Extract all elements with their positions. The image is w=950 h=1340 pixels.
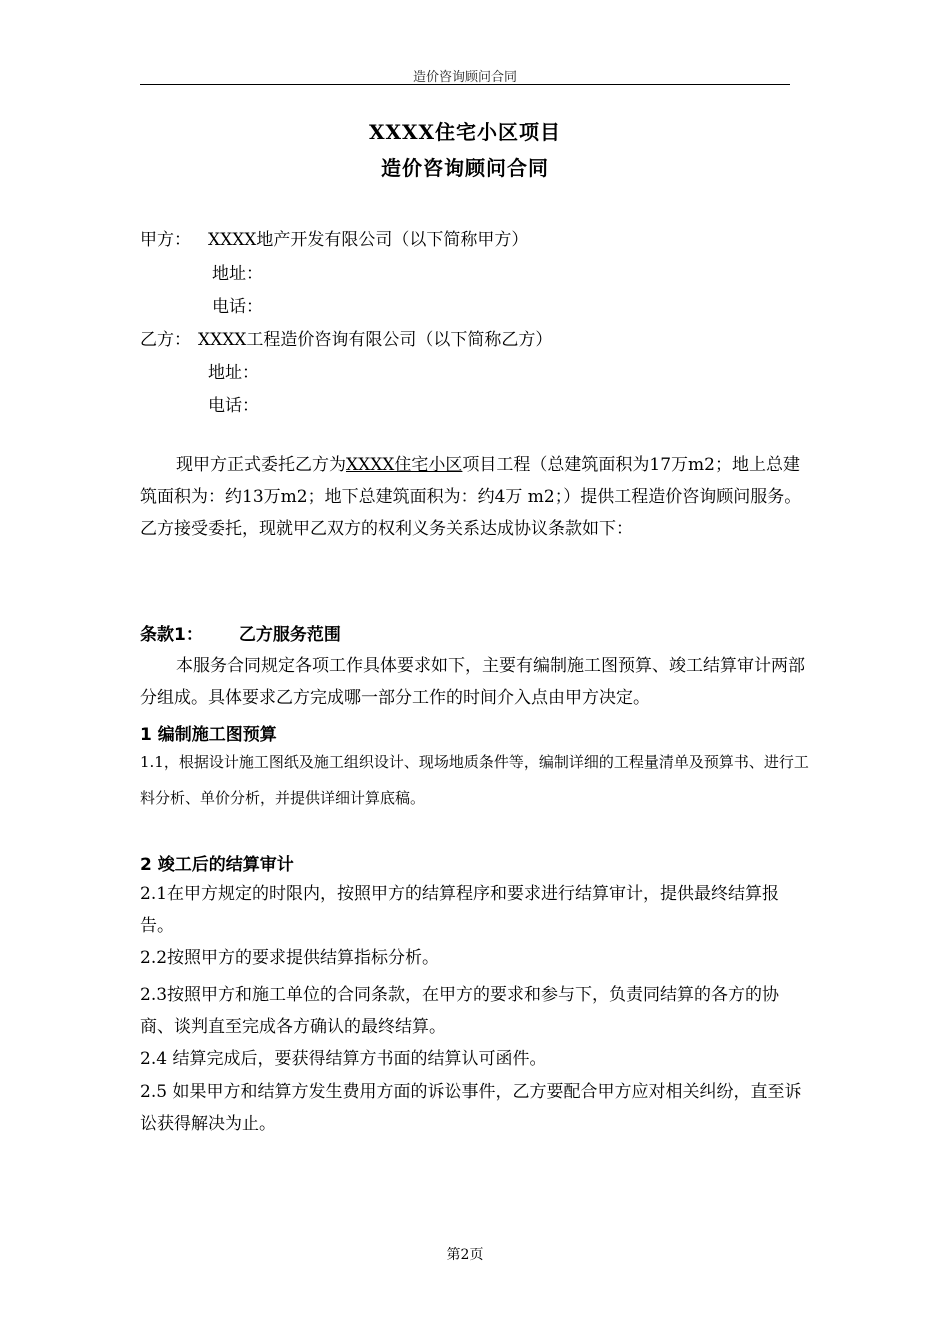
section-1-heading: 1 编制施工图预算	[140, 725, 277, 745]
party-b-phone-label: 电话：	[208, 396, 259, 416]
title-line-2: 造价咨询顾问合同	[381, 156, 549, 180]
page-number: 第2页	[446, 1247, 484, 1263]
intro-paragraph	[140, 449, 810, 545]
clause-1-text: 本服务合同规定各项工作具体要求如下，主要有编制施工图预算、竣工结算审计两部分组成。具体要求乙方完成哪一部分工作的时间介入点由甲方决定。	[140, 656, 805, 708]
intro-project-name: XXXX住宅小区	[346, 455, 463, 475]
running-header: 造价咨询顾问合同	[412, 70, 517, 85]
item-2-3: 2.3按照甲方和施工单位的合同条款，在甲方的要求和参与下，负责同结算的各方的协商、谈判直至完成各方确认的最终结算。	[140, 985, 780, 1037]
party-b-label: 乙方：	[140, 330, 191, 350]
header-rule	[140, 84, 790, 85]
title-line-1: XXXX住宅小区项目	[368, 120, 562, 144]
party-a-name: XXXX地产开发有限公司（以下简称甲方）	[208, 230, 529, 250]
item-2-5: 2.5 如果甲方和结算方发生费用方面的诉讼事件，乙方要配合甲方应对相关纠纷，直至诉讼获得解决为止。	[140, 1082, 802, 1134]
item-2-2: 2.2按照甲方的要求提供结算指标分析。	[140, 948, 440, 968]
intro-prefix: 现甲方正式委托乙方为	[176, 455, 346, 475]
clause-1-heading	[140, 620, 341, 645]
item-1-1: 1.1，根据设计施工图纸及施工组织设计、现场地质条件等，编制详细的工程量清单及预算书、进行工料分析、单价分析，并提供详细计算底稿。	[140, 753, 809, 807]
item-2-4: 2.4 结算完成后，要获得结算方书面的结算认可函件。	[140, 1049, 547, 1069]
party-b-name: XXXX工程造价咨询有限公司（以下简称乙方）	[198, 330, 553, 350]
party-b-address-label: 地址：	[208, 363, 259, 383]
party-a-address-label: 地址：	[212, 264, 263, 284]
party-a-label: 甲方：	[140, 230, 191, 250]
clause-1-title: 乙方服务范围	[238, 625, 341, 645]
item-2-1: 2.1在甲方规定的时限内，按照甲方的结算程序和要求进行结算审计，提供最终结算报告。	[140, 884, 780, 936]
clause-1-number: 条款1：	[140, 625, 203, 645]
party-a-phone-label: 电话：	[212, 297, 263, 317]
section-2-heading: 2 竣工后的结算审计	[140, 855, 294, 875]
intro-rest: 项目工程（总建筑面积为17万m2；地上总建筑面积为：约13万m2；地下总建筑面积为：约4万 m2；）提供工程造价咨询顾问服务。乙方接受委托，现就甲乙双方的权利义务关系达成协议条款如下：	[140, 455, 802, 539]
